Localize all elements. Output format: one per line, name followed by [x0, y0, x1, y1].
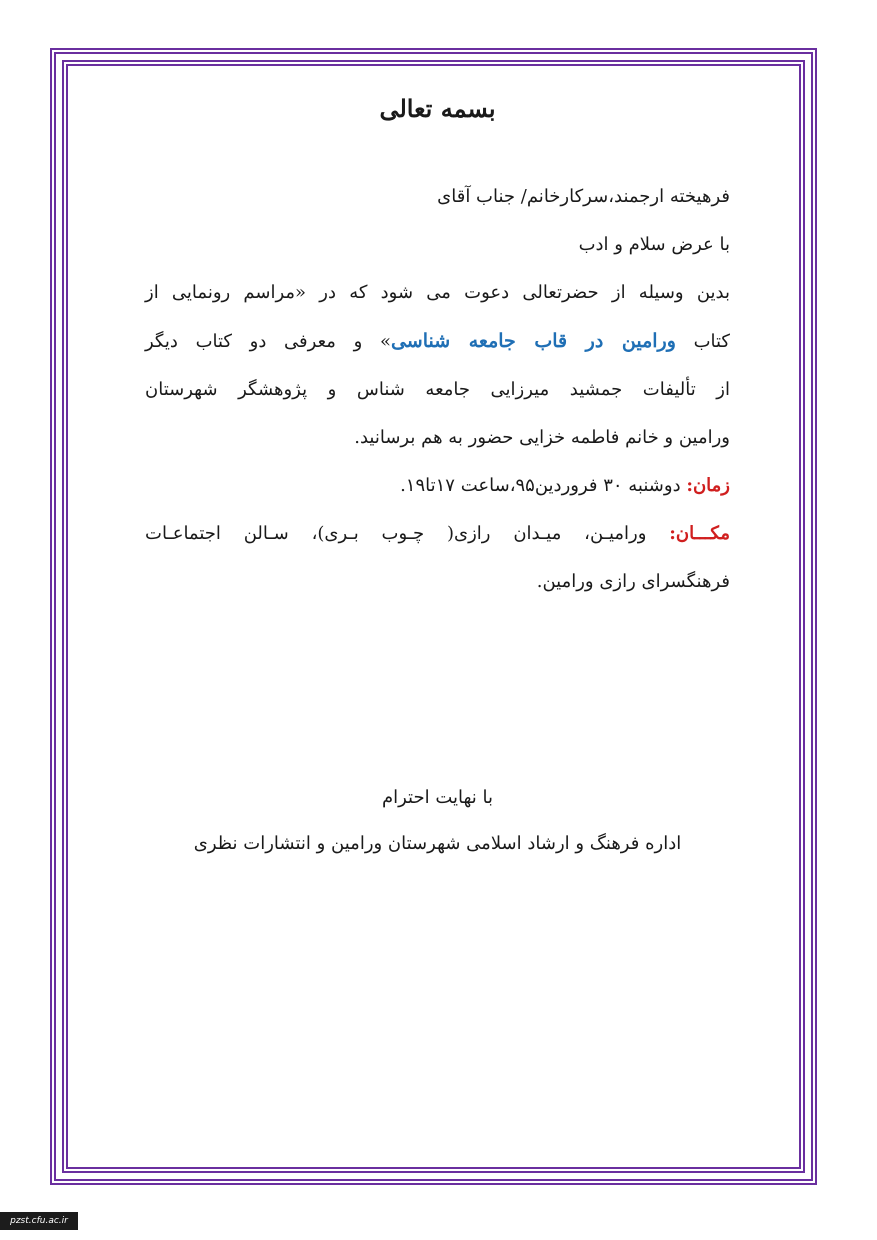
- invitation-line-3: از تألیفات جمشید میرزایی جامعه شناس و پژوهشگر شهرستان: [145, 379, 730, 400]
- place-line-2: فرهنگسرای رازی ورامین.: [536, 571, 730, 592]
- invitation-line-1: بدین وسیله از حضرتعالی دعوت می شود که در «مراسم رونمایی از: [145, 282, 730, 303]
- place-label: مکـــان:: [669, 523, 730, 544]
- invitation-line-2-end: » و معرفی دو کتاب دیگر: [145, 331, 391, 352]
- letter-closing: [145, 775, 730, 867]
- book-title: ورامین در قاب جامعه شناسی: [390, 330, 676, 352]
- place-value: ورامیـن، میـدان رازی( چـوب بـری)، سـالن اجتماعـات: [145, 523, 670, 544]
- time-label: زمان:: [686, 475, 730, 496]
- invitation-line-2: [145, 317, 730, 366]
- time-line: [145, 462, 730, 510]
- invitation-line-2-start: کتاب: [693, 331, 730, 352]
- letter-heading: بسمه تعالی: [379, 94, 496, 123]
- site-watermark: pzst.cfu.ac.ir: [0, 1212, 78, 1230]
- time-value: دوشنبه ۳۰ فروردین۹۵،ساعت ۱۷تا۱۹.: [400, 475, 687, 496]
- greeting-line: با عرض سلام و ادب: [578, 234, 730, 255]
- invitation-line-4: ورامین و خانم فاطمه خزایی حضور به هم برسانید.: [354, 427, 730, 448]
- signature-line: اداره فرهنگ و ارشاد اسلامی شهرستان ورامین و انتشارات نظری: [193, 833, 682, 854]
- place-line: [145, 510, 730, 558]
- closing-regards: با نهایت احترام: [381, 787, 494, 808]
- salutation-line: فرهیخته ارجمند،سرکارخانم/ جناب آقای: [437, 186, 730, 207]
- letter-body: [145, 90, 730, 606]
